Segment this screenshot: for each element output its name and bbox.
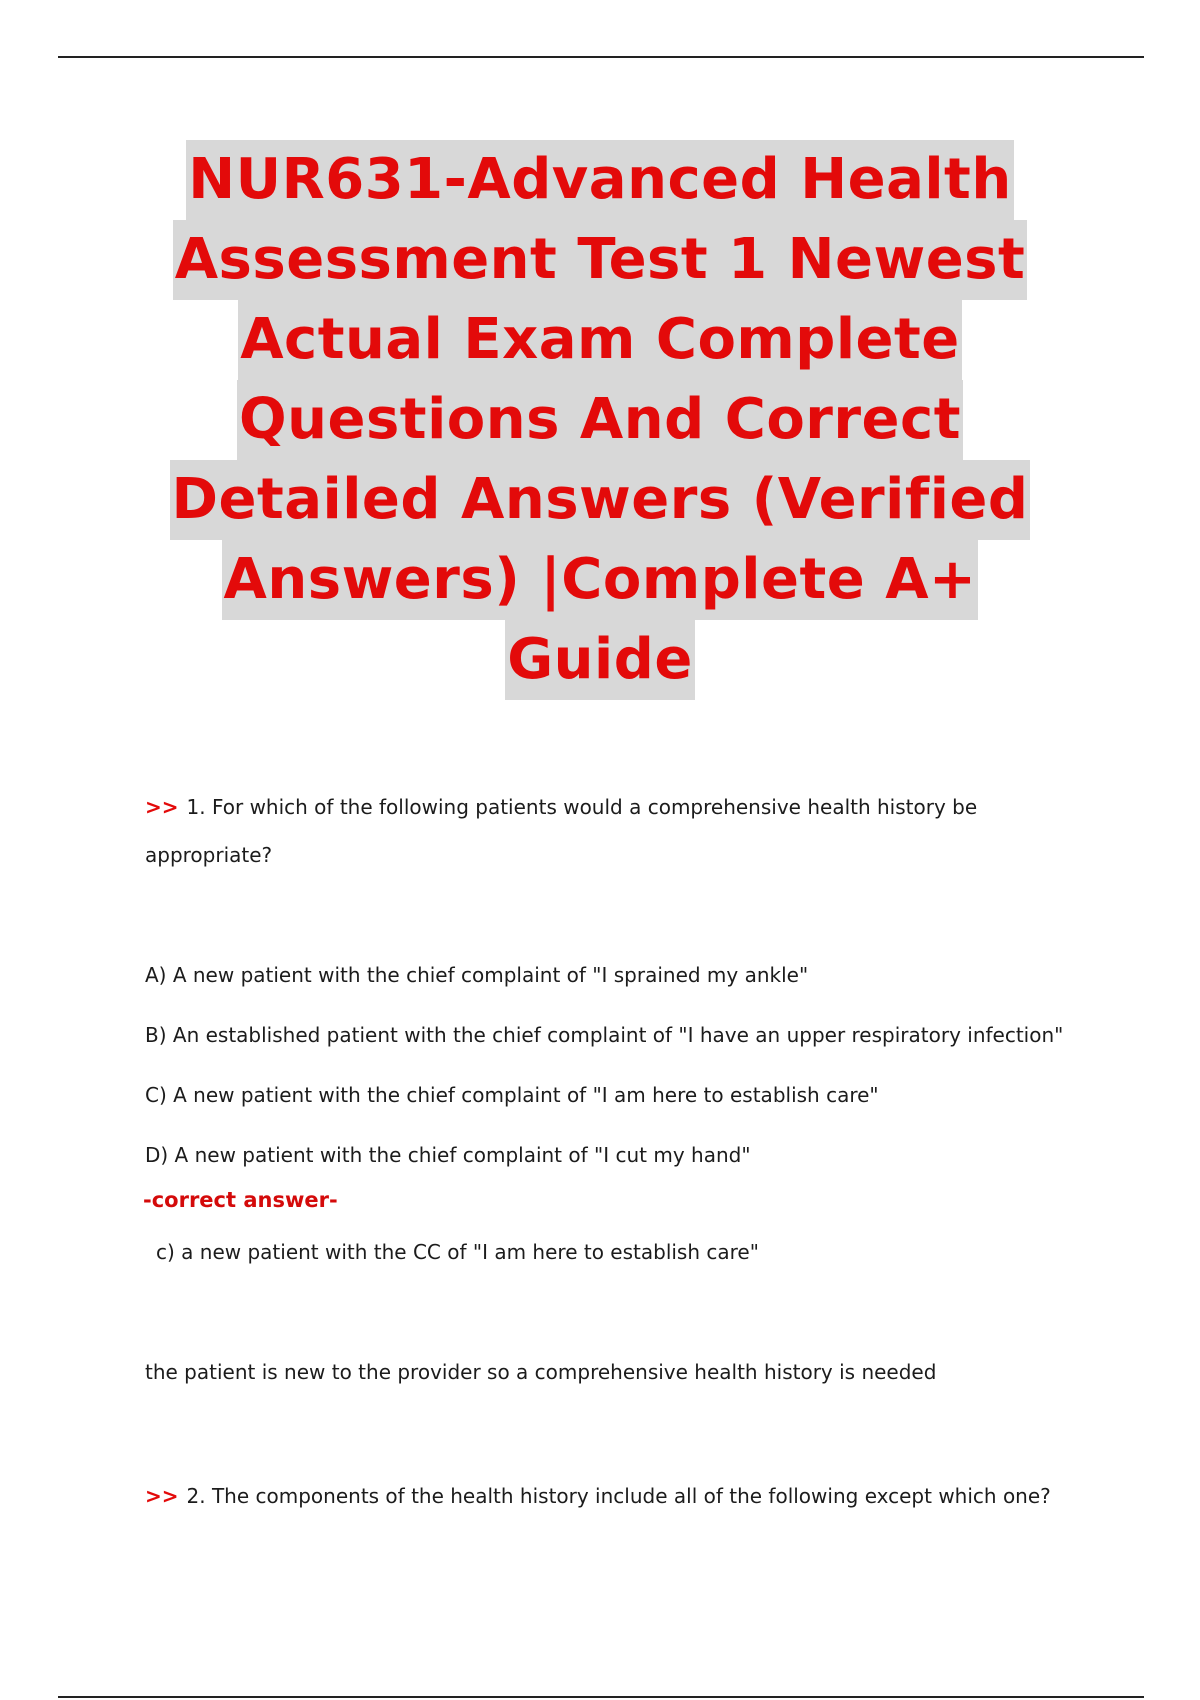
question-2-text xyxy=(145,1484,1051,1508)
title-line: Guide xyxy=(505,620,695,700)
question-marker: >> xyxy=(145,1484,179,1508)
title-line: Assessment Test 1 Newest xyxy=(173,220,1028,300)
title-line: Detailed Answers (Verified xyxy=(170,460,1031,540)
option-a: A) A new patient with the chief complaint of "I sprained my ankle" xyxy=(145,963,809,987)
document-title xyxy=(0,140,1200,700)
bottom-rule xyxy=(58,1696,1144,1698)
title-line: Answers) |Complete A+ xyxy=(222,540,979,620)
question-1-line2: appropriate? xyxy=(145,843,273,867)
title-line: NUR631-Advanced Health xyxy=(186,140,1013,220)
option-c: C) A new patient with the chief complaint of "I am here to establish care" xyxy=(145,1083,879,1107)
title-line: Actual Exam Complete xyxy=(238,300,962,380)
question-1-line1: 1. For which of the following patients would a comprehensive health history be xyxy=(186,795,978,819)
top-rule xyxy=(58,56,1144,58)
title-line: Questions And Correct xyxy=(237,380,963,460)
option-d: D) A new patient with the chief complaint of "I cut my hand" xyxy=(145,1143,751,1167)
correct-answer-label: -correct answer- xyxy=(143,1188,338,1212)
explanation-text: the patient is new to the provider so a comprehensive health history is needed xyxy=(145,1360,937,1384)
question-marker: >> xyxy=(145,795,179,819)
option-b: B) An established patient with the chief complaint of "I have an upper respiratory infection" xyxy=(145,1023,1064,1047)
question-1-text xyxy=(145,795,977,819)
question-2-line1: 2. The components of the health history include all of the following except which one? xyxy=(186,1484,1051,1508)
answer-text: c) a new patient with the CC of "I am here to establish care" xyxy=(156,1240,759,1264)
